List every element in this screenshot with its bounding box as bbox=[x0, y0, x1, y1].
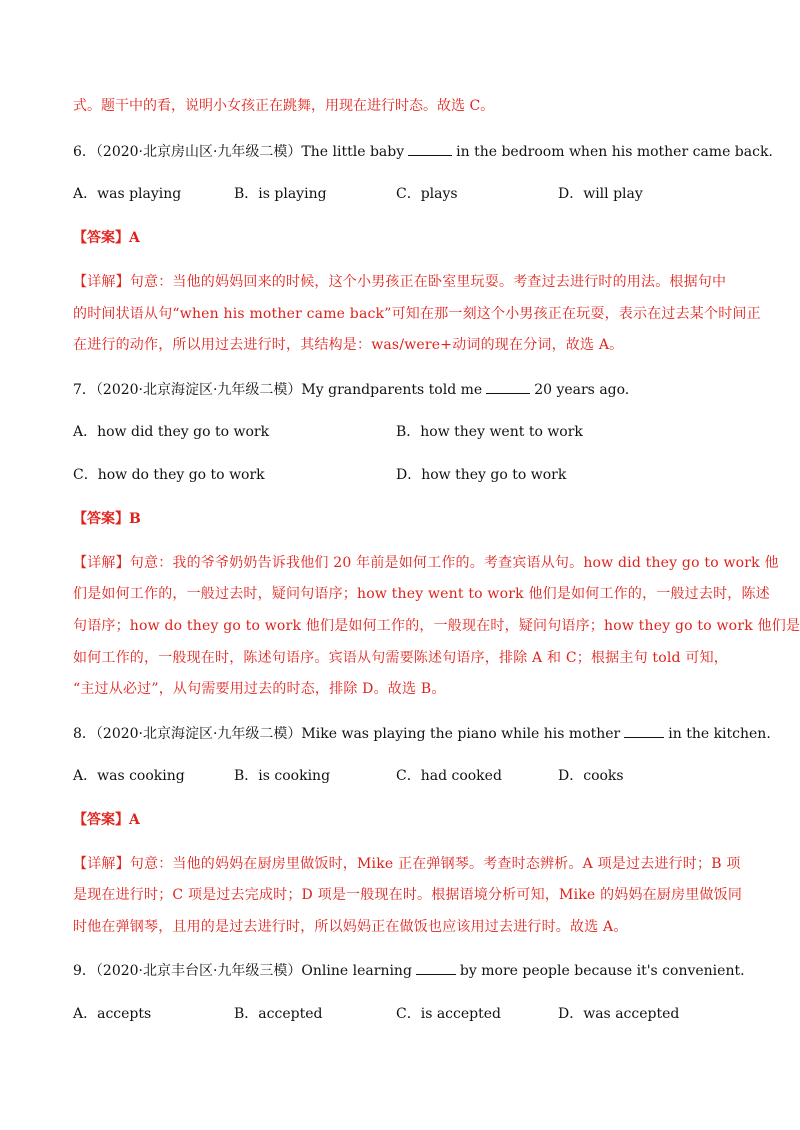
question-7-stem-after: 20 years ago. bbox=[534, 382, 630, 398]
question-6-detail-line-3: 在进行的动作，所以用过去进行时，其结构是：was/were+动词的现在分词，故选 A。 bbox=[73, 337, 624, 353]
question-8-option-d: D．cooks bbox=[558, 768, 624, 784]
question-8-option-c: C．had cooked bbox=[396, 768, 502, 784]
question-7-answer: 【答案】B bbox=[73, 511, 141, 527]
question-7-detail-line-3: 句语序；how do they go to work 他们是如何工作的，一般现在时，疑问句语序；how they go to work 他们是 bbox=[73, 618, 800, 634]
question-8-blank bbox=[624, 723, 664, 738]
question-9-option-c: C．is accepted bbox=[396, 1006, 501, 1022]
question-8-detail-line-1: 【详解】句意：当他的妈妈在厨房里做饭时，Mike 正在弹钢琴。考查时态辨析。A 项是过去进行时；B 项 bbox=[73, 856, 741, 872]
question-6-stem-before: 6．（2020·北京房山区·九年级二模）The little baby bbox=[73, 144, 405, 160]
question-7-stem bbox=[73, 379, 733, 400]
question-7-detail-line-5: “主过从必过”，从句需要用过去的时态，排除 D。故选 B。 bbox=[73, 681, 446, 697]
question-8-stem-before: 8．（2020·北京海淀区·九年级二模）Mike was playing the piano while his mother bbox=[73, 726, 621, 742]
question-6-detail-line-1: 【详解】句意：当他的妈妈回来的时候，这个小男孩正在卧室里玩耍。考查过去进行时的用法。根据句中 bbox=[73, 274, 727, 290]
question-7-option-a: A．how did they go to work bbox=[73, 424, 270, 440]
question-6-stem-after: in the bedroom when his mother came back. bbox=[456, 144, 773, 160]
question-8-stem-after: in the kitchen. bbox=[668, 726, 771, 742]
question-6-stem bbox=[73, 141, 773, 162]
question-9-blank bbox=[416, 960, 456, 975]
question-6-answer: 【答案】A bbox=[73, 230, 140, 246]
question-7-detail-line-2: 们是如何工作的，一般过去时，疑问句语序；how they went to work 他们是如何工作的，一般过去时，陈述 bbox=[73, 586, 770, 602]
question-7-option-c: C．how do they go to work bbox=[73, 467, 265, 483]
question-8-stem bbox=[73, 723, 771, 744]
question-6-option-b: B．is playing bbox=[234, 186, 327, 202]
question-7-blank bbox=[486, 379, 530, 394]
question-9-option-d: D．was accepted bbox=[558, 1006, 680, 1022]
question-8-option-b: B．is cooking bbox=[234, 768, 331, 784]
question-8-option-a: A．was cooking bbox=[73, 768, 185, 784]
question-9-option-a: A．accepts bbox=[73, 1006, 152, 1022]
question-8-answer: 【答案】A bbox=[73, 812, 140, 828]
question-9-stem bbox=[73, 960, 745, 981]
question-8-detail-line-2: 是现在进行时；C 项是过去完成时；D 项是一般现在时。根据语境分析可知，Mike 的妈妈在厨房里做饭同 bbox=[73, 887, 743, 903]
question-9-stem-after: by more people because it's convenient. bbox=[459, 963, 745, 979]
question-6-blank bbox=[408, 141, 452, 156]
question-7-stem-before: 7．（2020·北京海淀区·九年级二模）My grandparents told me bbox=[73, 382, 483, 398]
question-9-stem-before: 9．（2020·北京丰台区·九年级三模）Online learning bbox=[73, 963, 412, 979]
question-8-detail-line-3: 时他在弹钢琴，且用的是过去进行时，所以妈妈正在做饭也应该用过去进行时。故选 A。 bbox=[73, 919, 628, 935]
intro-tail-text: 式。题干中的看，说明小女孩正在跳舞，用现在进行时态。故选 C。 bbox=[73, 98, 495, 114]
question-6-option-d: D．will play bbox=[558, 186, 643, 202]
question-7-detail-line-1: 【详解】句意：我的爷爷奶奶告诉我他们 20 年前是如何工作的。考查宾语从句。how did they go to work 他 bbox=[73, 555, 779, 571]
question-9-option-b: B．accepted bbox=[234, 1006, 323, 1022]
question-7-option-b: B．how they went to work bbox=[396, 424, 583, 440]
question-6-option-a: A．was playing bbox=[73, 186, 182, 202]
question-6-option-c: C．plays bbox=[396, 186, 458, 202]
question-7-option-d: D．how they go to work bbox=[396, 467, 567, 483]
question-6-detail-line-2: 的时间状语从句“when his mother came back”可知在那一刻这个小男孩正在玩耍，表示在过去某个时间正 bbox=[73, 306, 761, 322]
question-7-detail-line-4: 如何工作的，一般现在时，陈述句语序。宾语从句需要陈述句语序，排除 A 和 C；根据主句 told 可知， bbox=[73, 650, 728, 666]
